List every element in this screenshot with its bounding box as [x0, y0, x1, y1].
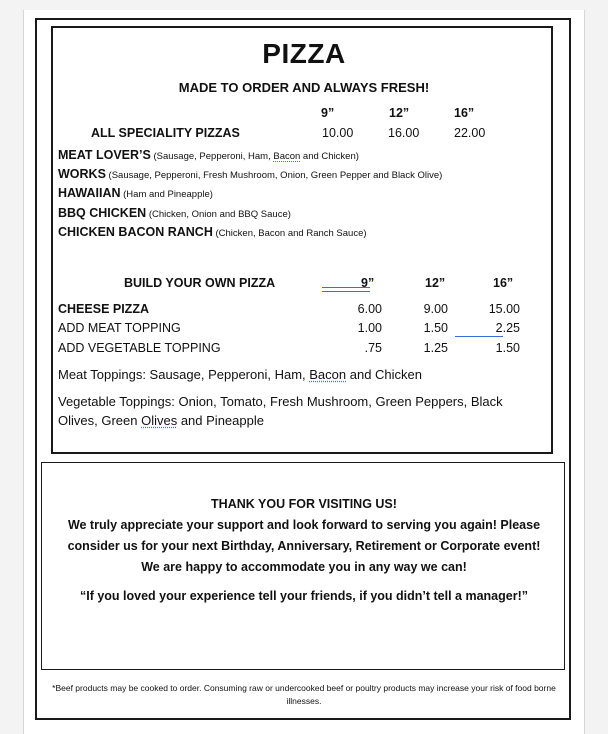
thanks-line-2: consider us for your next Birthday, Anniversary, Retirement or Corporate event!	[67, 539, 541, 553]
spellcheck-underline	[322, 287, 370, 288]
size-header-16: 16”	[454, 106, 475, 120]
thanks-title: THANK YOU FOR VISITING US!	[211, 497, 397, 511]
build-row-label: ADD MEAT TOPPING	[58, 321, 181, 335]
build-size-9: 9”	[361, 276, 375, 290]
meat-toppings-marked: Bacon	[309, 367, 347, 382]
build-price-16: 15.00	[488, 302, 520, 316]
size-header-9: 9”	[321, 106, 335, 120]
specialty-item	[58, 184, 213, 202]
veg-toppings-line2	[58, 413, 264, 428]
build-size-16: 16”	[493, 276, 514, 290]
meat-toppings-end: and Chicken	[346, 367, 423, 382]
specialty-label: ALL SPECIALITY PIZZAS	[91, 126, 240, 140]
build-size-12: 12”	[425, 276, 446, 290]
build-price-9: 1.00	[357, 321, 382, 335]
build-price-12: 1.25	[423, 341, 448, 355]
item-name: BBQ CHICKEN	[58, 206, 147, 220]
build-label: BUILD YOUR OWN PIZZA	[124, 276, 276, 290]
item-desc-marked: Bacon	[273, 151, 301, 162]
item-name: MEAT LOVER’S	[58, 148, 151, 162]
meat-toppings-note	[58, 367, 422, 382]
item-desc: (Sausage, Pepperoni, Ham,	[150, 151, 274, 162]
meat-toppings-text: Meat Toppings: Sausage, Pepperoni, Ham,	[58, 367, 310, 382]
build-price-16: 2.25	[495, 321, 520, 335]
build-price-12: 1.50	[423, 321, 448, 335]
thanks-line-3: We are happy to accommodate you in any way we can!	[141, 560, 467, 574]
item-desc: (Sausage, Pepperoni, Fresh Mushroom, Onion, Green Pepper and Black Olive)	[105, 170, 443, 181]
item-name: HAWAIIAN	[58, 186, 121, 200]
spellcheck-underline	[455, 336, 503, 337]
veg-toppings-text: Olives, Green	[58, 413, 142, 428]
size-header-12: 12”	[389, 106, 410, 120]
item-name: CHICKEN BACON RANCH	[58, 225, 213, 239]
page-title: PIZZA	[262, 38, 346, 69]
veg-toppings-marked: Olives	[141, 413, 178, 428]
specialty-item	[58, 204, 291, 222]
specialty-item	[58, 223, 367, 241]
specialty-price-9: 10.00	[322, 126, 354, 140]
build-price-9: 6.00	[357, 302, 382, 316]
item-name: WORKS	[58, 167, 106, 181]
item-desc-end: and Chicken)	[300, 151, 359, 162]
page-subtitle: MADE TO ORDER AND ALWAYS FRESH!	[178, 80, 430, 95]
thanks-quote: “If you loved your experience tell your friends, if you didn’t tell a manager!”	[79, 589, 528, 603]
thanks-line-1: We truly appreciate your support and look forward to serving you again! Please	[67, 518, 541, 532]
build-price-9: .75	[364, 341, 382, 355]
spellcheck-underline	[322, 291, 370, 292]
veg-toppings-end: and Pineapple	[177, 413, 264, 428]
build-row-label: CHEESE PIZZA	[58, 302, 149, 316]
specialty-price-12: 16.00	[388, 126, 420, 140]
specialty-item	[58, 165, 442, 183]
specialty-item	[58, 146, 359, 164]
specialty-price-16: 22.00	[454, 126, 486, 140]
item-desc: (Ham and Pineapple)	[120, 189, 213, 200]
veg-toppings-line1: Vegetable Toppings: Onion, Tomato, Fresh Mushroom, Green Peppers, Black	[58, 394, 503, 409]
item-desc: (Chicken, Bacon and Ranch Sauce)	[212, 228, 367, 239]
build-price-12: 9.00	[423, 302, 448, 316]
build-row-label: ADD VEGETABLE TOPPING	[58, 341, 221, 355]
item-desc: (Chicken, Onion and BBQ Sauce)	[146, 209, 291, 220]
disclaimer: *Beef products may be cooked to order. Consuming raw or undercooked beef or poultry products may increase your risk of food borne illnesses.	[52, 683, 556, 706]
build-price-16: 1.50	[495, 341, 520, 355]
